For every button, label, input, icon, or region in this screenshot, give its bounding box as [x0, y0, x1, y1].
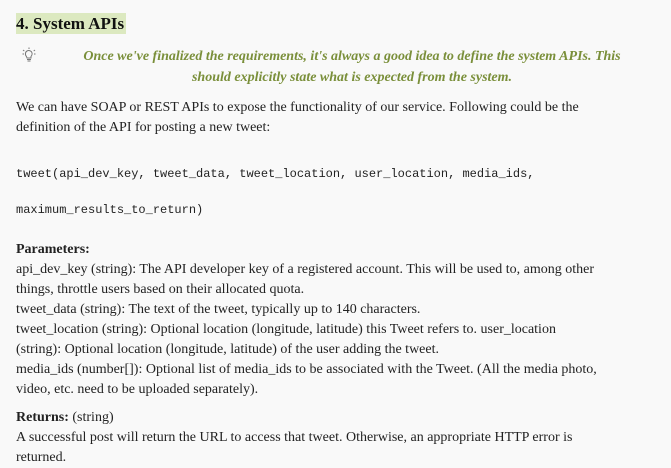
param-line: media_ids (number[]): Optional list of media_ids to be associated with the Tweet. (All the media photo, — [16, 362, 597, 377]
tip-line: should explicitly state what is expected from the system. — [191, 70, 513, 85]
returns-heading-line — [16, 408, 656, 428]
returns-line: returned. — [16, 450, 67, 465]
returns-type: (string) — [68, 410, 114, 425]
param-line: tweet_data (string): The text of the tweet, typically up to 140 characters. — [16, 302, 421, 317]
parameters-section — [16, 240, 656, 400]
code-line: maximum_results_to_return) — [16, 203, 204, 217]
intro-paragraph — [16, 98, 656, 138]
tip-line: Once we've finalized the requirements, it's always a good idea to define the system APIs. This — [83, 49, 621, 64]
tip-text — [48, 46, 656, 88]
intro-line: We can have SOAP or REST APIs to expose the functionality of our service. Following could be the — [16, 100, 579, 115]
section-title: 4. System APIs — [16, 14, 125, 33]
param-line: tweet_location (string): Optional location (longitude, latitude) this Tweet refers to. user_location — [16, 322, 556, 337]
code-line: tweet(api_dev_key, tweet_data, tweet_location, user_location, media_ids, — [16, 167, 535, 181]
intro-line: definition of the API for posting a new tweet: — [16, 120, 271, 135]
tip-callout — [16, 46, 656, 88]
parameters-heading: Parameters: — [16, 242, 90, 257]
param-line: video, etc. need to be uploaded separately). — [16, 382, 259, 397]
param-line: api_dev_key (string): The API developer key of a registered account. This will be used to, among other — [16, 262, 594, 277]
returns-section — [16, 408, 656, 468]
lightbulb-icon — [22, 47, 36, 63]
param-line: things, throttle users based on their allocated quota. — [16, 282, 305, 297]
param-line: (string): Optional location (longitude, latitude) of the user adding the tweet. — [16, 342, 440, 357]
api-signature-code — [16, 144, 656, 240]
document-page — [16, 0, 656, 468]
returns-label: Returns: — [16, 410, 69, 425]
returns-line: A successful post will return the URL to access that tweet. Otherwise, an appropriate HTTP error is — [16, 430, 573, 445]
